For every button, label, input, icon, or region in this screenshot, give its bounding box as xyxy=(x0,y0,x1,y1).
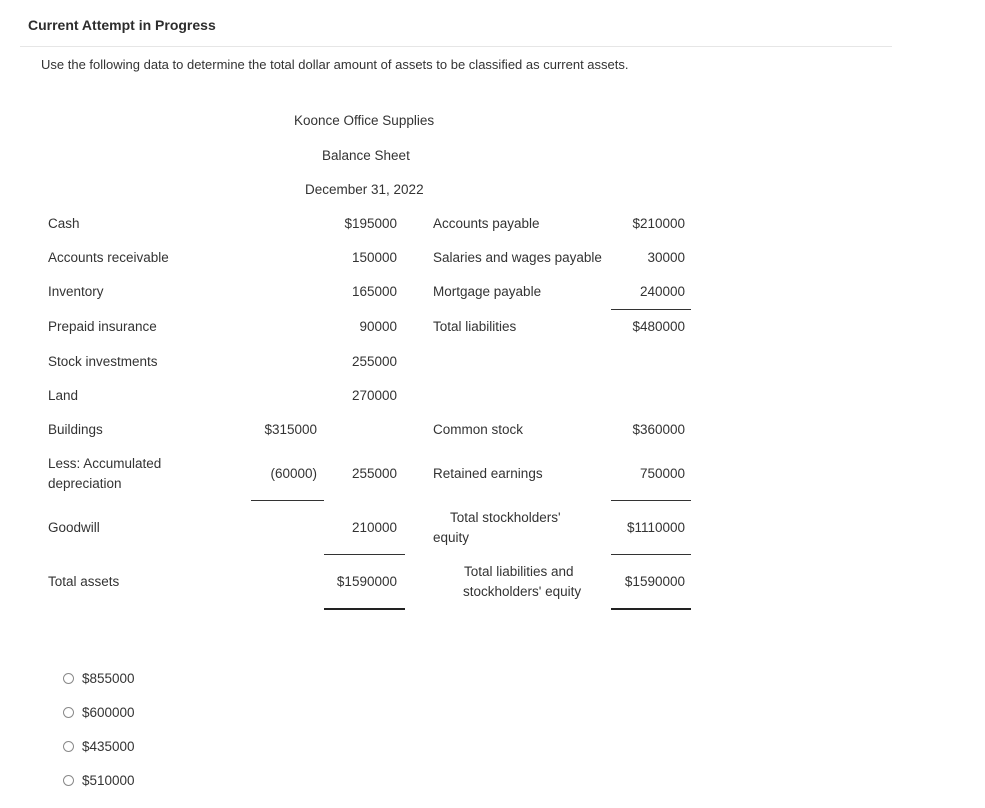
radio-button-icon[interactable] xyxy=(63,673,74,684)
prepaid-insurance-value: 90000 xyxy=(359,319,397,334)
retained-earnings-value: 750000 xyxy=(639,466,685,481)
inventory-value: 165000 xyxy=(351,284,397,299)
cash-label: Cash xyxy=(48,216,80,231)
common-stock-label: Common stock xyxy=(433,422,524,437)
total-liabilities-equity-value: $1590000 xyxy=(624,574,685,589)
accounts-receivable-value: 150000 xyxy=(351,250,397,265)
retained-earnings-label: Retained earnings xyxy=(433,466,543,481)
goodwill-label: Goodwill xyxy=(48,520,100,535)
subtotal-rule xyxy=(251,500,324,501)
question-panel xyxy=(20,0,892,808)
buildings-gross-value: $315000 xyxy=(264,422,317,437)
total-liabilities-label: Total liabilities xyxy=(433,319,517,334)
liabilities-subtotal-rule xyxy=(611,309,691,310)
attempt-header xyxy=(20,0,892,47)
accumulated-depreciation-label-line2: depreciation xyxy=(48,476,122,491)
total-liabilities-equity-label-line1: Total liabilities and xyxy=(464,564,574,579)
question-text: Use the following data to determine the total dollar amount of assets to be classified as current assets. xyxy=(41,57,629,72)
salaries-wages-payable-label: Salaries and wages payable xyxy=(433,250,602,265)
accounts-payable-label: Accounts payable xyxy=(433,216,540,231)
radio-button-icon[interactable] xyxy=(63,707,74,718)
answer-option-label: $435000 xyxy=(82,738,135,754)
statement-title: Balance Sheet xyxy=(322,148,410,163)
total-assets-value: $1590000 xyxy=(336,574,397,589)
stock-investments-value: 255000 xyxy=(351,354,397,369)
mortgage-payable-value: 240000 xyxy=(639,284,685,299)
total-assets-label: Total assets xyxy=(48,574,120,589)
statement-date: December 31, 2022 xyxy=(305,182,424,197)
accumulated-depreciation-value: (60000) xyxy=(270,466,317,481)
salaries-wages-payable-value: 30000 xyxy=(647,250,685,265)
total-liabilities-value: $480000 xyxy=(632,319,685,334)
accounts-receivable-label: Accounts receivable xyxy=(48,250,169,265)
cash-value: $195000 xyxy=(344,216,397,231)
land-value: 270000 xyxy=(351,388,397,403)
common-stock-value: $360000 xyxy=(632,422,685,437)
accumulated-depreciation-label-line1: Less: Accumulated xyxy=(48,456,162,471)
answer-option-4[interactable] xyxy=(63,771,135,789)
total-stockholders-equity-label-line2: equity xyxy=(433,530,470,545)
mortgage-payable-label: Mortgage payable xyxy=(433,284,542,299)
answer-option-3[interactable] xyxy=(63,737,135,755)
goodwill-value: 210000 xyxy=(351,520,397,535)
prepaid-insurance-label: Prepaid insurance xyxy=(48,319,157,334)
assets-total-double-rule xyxy=(324,608,405,610)
company-name: Koonce Office Supplies xyxy=(294,113,435,128)
liabilities-equity-subtotal-rule xyxy=(611,554,691,555)
answer-option-1[interactable] xyxy=(63,669,135,687)
equity-subtotal-rule xyxy=(611,500,691,501)
buildings-label: Buildings xyxy=(48,422,103,437)
attempt-status-title: Current Attempt in Progress xyxy=(28,17,216,33)
answer-option-label: $855000 xyxy=(82,670,135,686)
buildings-net-value: 255000 xyxy=(351,466,397,481)
liabilities-equity-total-double-rule xyxy=(611,608,691,610)
answer-option-label: $510000 xyxy=(82,772,135,788)
assets-subtotal-rule xyxy=(324,554,405,555)
inventory-label: Inventory xyxy=(48,284,104,299)
stock-investments-label: Stock investments xyxy=(48,354,158,369)
total-stockholders-equity-value: $1110000 xyxy=(626,520,685,535)
land-label: Land xyxy=(48,388,79,403)
radio-button-icon[interactable] xyxy=(63,741,74,752)
radio-button-icon[interactable] xyxy=(63,775,74,786)
answer-option-label: $600000 xyxy=(82,704,135,720)
answer-option-2[interactable] xyxy=(63,703,135,721)
total-liabilities-equity-label-line2: stockholders' equity xyxy=(463,584,582,599)
total-stockholders-equity-label-line1: Total stockholders' xyxy=(450,510,561,525)
accounts-payable-value: $210000 xyxy=(632,216,685,231)
